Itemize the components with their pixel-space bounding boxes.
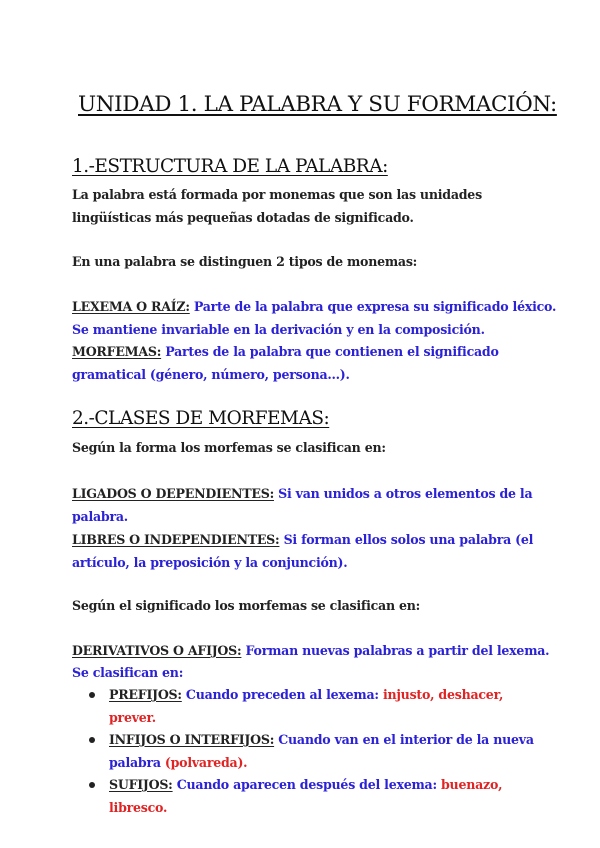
bullet-icon (89, 692, 95, 698)
sufijos-text: Cuando aparecen después del lexema: (172, 777, 441, 792)
derivativos-text: Forman nuevas palabras a partir del lexema. (241, 643, 550, 658)
libres-term: LIBRES O INDEPENDIENTES: (72, 532, 280, 547)
by-meaning-intro: Según el significado los morfemas se clasifican en: (72, 598, 421, 613)
derivativos-definition (72, 640, 560, 663)
ligados-definition (72, 483, 560, 528)
lexema-definition (72, 296, 560, 341)
section-2-heading: 2.-CLASES DE MORFEMAS: (72, 408, 330, 429)
bullet-icon (89, 782, 95, 788)
morfemas-definition (72, 341, 560, 386)
list-item-prefijos (72, 684, 552, 729)
section-1-intro: La palabra está formada por monemas que son las unidades lingüísticas más pequeñas dotadas de significado. (72, 187, 482, 225)
libres-definition (72, 529, 560, 574)
libres-text: Si forman ellos solos una palabra (el artículo, la preposición y la conjunción). (72, 532, 534, 570)
prefijos-text: Cuando preceden al lexema: (181, 687, 383, 702)
lexema-term: LEXEMA O RAÍZ: (72, 299, 190, 314)
section-1-heading: 1.-ESTRUCTURA DE LA PALABRA: (72, 156, 388, 177)
list-item-sufijos (72, 774, 552, 819)
list-item-infijos (72, 729, 552, 774)
morfemas-text: Partes de la palabra que contienen el significado gramatical (género, número, persona...). (72, 344, 499, 382)
morfemas-term: MORFEMAS: (72, 344, 162, 359)
sufijos-examples: buenazo, libresco. (109, 777, 503, 815)
bullet-icon (89, 737, 95, 743)
derivativos-subintro: Se clasifican en: (72, 665, 184, 680)
sufijos-term: SUFIJOS: (109, 777, 173, 792)
page-title: UNIDAD 1. LA PALABRA Y SU FORMACIÓN: (78, 92, 557, 117)
ligados-text: Si van unidos a otros elementos de la palabra. (72, 486, 533, 524)
infijos-text: Cuando van en el interior de la nueva palabra (109, 732, 534, 770)
derivativos-term: DERIVATIVOS O AFIJOS: (72, 643, 242, 658)
infijos-examples: (polvareda). (164, 754, 248, 770)
by-form-intro: Según la forma los morfemas se clasifican en: (72, 440, 386, 455)
afijos-list (72, 684, 552, 819)
infijos-term: INFIJOS O INTERFIJOS: (109, 732, 275, 747)
monema-types-intro: En una palabra se distinguen 2 tipos de monemas: (72, 254, 418, 269)
prefijos-examples: injusto, deshacer, prever. (109, 687, 504, 725)
lexema-text: Parte de la palabra que expresa su significado léxico. Se mantiene invariable en la derivación y en la composición. (72, 299, 557, 337)
prefijos-term: PREFIJOS: (109, 687, 182, 702)
ligados-term: LIGADOS O DEPENDIENTES: (72, 486, 274, 501)
